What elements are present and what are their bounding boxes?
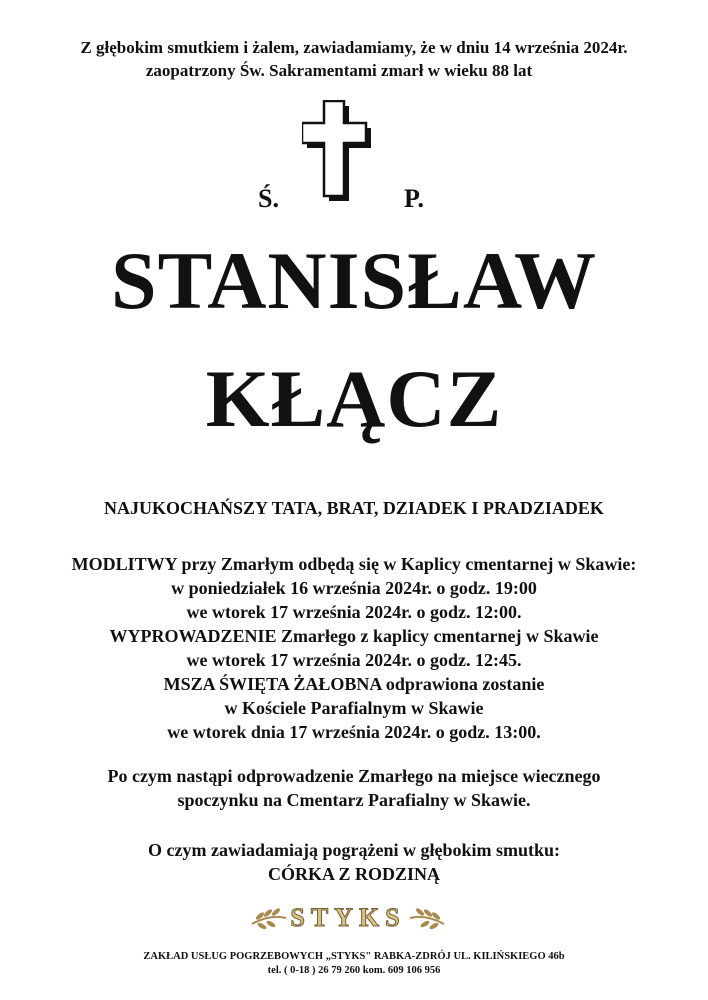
prayers-line (0, 552, 708, 576)
styks-logo (0, 900, 708, 936)
mass-place: w Kościele Parafialnym w Skawie (224, 698, 484, 718)
laurel-branch-icon (410, 907, 444, 930)
latin-cross-icon (302, 100, 372, 202)
prayers-time-1: w poniedziałek 16 września 2024r. o godz. 19:00 (171, 578, 537, 598)
prayers-text: przy Zmarłym odbędą się w Kaplicy cmentarnej w Skawie: (176, 554, 637, 574)
logo-text: STYKS (290, 903, 406, 932)
mass-heading: MSZA ŚWIĘTA ŻAŁOBNA (163, 674, 382, 694)
notify-line-2: CÓRKA Z RODZINĄ (267, 864, 441, 884)
notify-line-1: O czym zawiadamiają pogrążeni w głębokim smutku: (148, 840, 560, 860)
intro-line-2: zaopatrzony Św. Sakramentami zmarł w wieku 88 lat (145, 61, 533, 80)
departure-time: we wtorek 17 września 2024r. o godz. 12:45. (186, 650, 522, 670)
mass-time: we wtorek dnia 17 września 2024r. o godz. 13:00. (167, 722, 541, 742)
departure-text: Zmarłego z kaplicy cmentarnej w Skawie (276, 626, 599, 646)
ceremony-details (0, 552, 708, 744)
relation-line: NAJUKOCHAŃSZY TATA, BRAT, DZIADEK I PRADZIADEK (104, 498, 604, 518)
burial-text (0, 764, 708, 812)
title-left: Ś. (258, 184, 279, 213)
intro-line-1: Z głębokim smutkiem i żalem, zawiadamiamy, że w dniu 14 września 2024r. (80, 38, 628, 57)
prayers-heading: MODLITWY (71, 554, 177, 574)
footer-address: ZAKŁAD USŁUG POGRZEBOWYCH „STYKS" RABKA-ZDRÓJ UL. KILIŃSKIEGO 46b (143, 951, 565, 962)
notifying-family (0, 838, 708, 886)
departure-heading: WYPROWADZENIE (109, 626, 277, 646)
title-right: P. (404, 184, 424, 213)
departure-line (0, 624, 708, 648)
mass-line (0, 672, 708, 696)
laurel-branch-icon (252, 907, 286, 930)
intro-text (0, 36, 708, 82)
funeral-home-footer (0, 950, 708, 978)
prayers-time-2: we wtorek 17 września 2024r. o godz. 12:00. (186, 602, 522, 622)
mass-text: odprawiona zostanie (381, 674, 545, 694)
cross-heading (0, 100, 708, 213)
burial-line-1: Po czym nastąpi odprowadzenie Zmarłego na miejsce wiecznego (107, 766, 601, 786)
deceased-last-name: KŁĄCZ (205, 353, 503, 444)
deceased-first-name: STANISŁAW (111, 235, 597, 326)
footer-phone: tel. ( 0-18 ) 26 79 260 kom. 609 106 956 (267, 965, 441, 976)
burial-line-2: spoczynku na Cmentarz Parafialny w Skawie. (177, 790, 531, 810)
